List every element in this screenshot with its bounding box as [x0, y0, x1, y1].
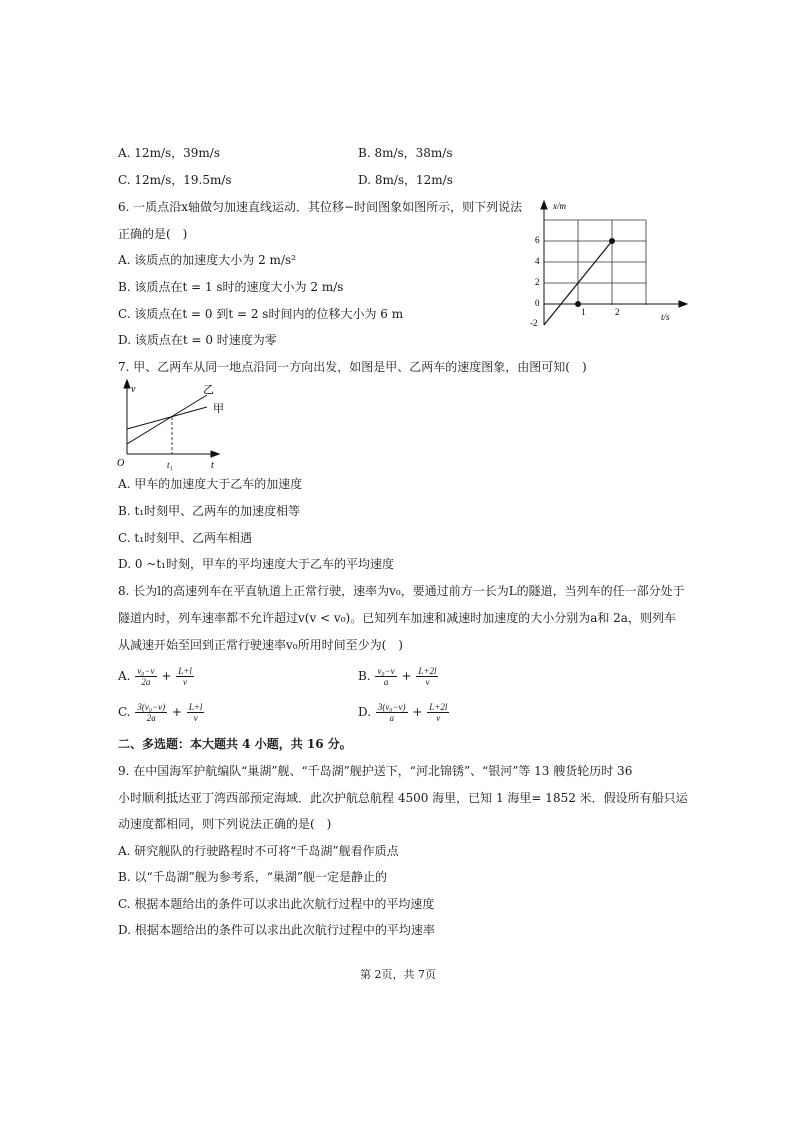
q6-xt-graph [525, 195, 695, 330]
q6-stem-line2: 正确的是( ) [118, 227, 188, 241]
q8-option-d-label: D. [358, 705, 372, 719]
q8-option-a-frac1-num: v₀−v [137, 666, 155, 676]
q7-y-label: v [131, 384, 136, 395]
q8-option-d-frac1-num: 3(v₀−v) [377, 702, 406, 712]
q6-y-axis-label: x/m [553, 201, 566, 211]
q9-option-a: A. 研究舰队的行驶路程时不可将“千岛湖”舰看作质点 [118, 844, 399, 858]
q6-option-b: B. 该质点在t = 1 s时的速度大小为 2 m/s [118, 280, 344, 294]
q6-point-2 [609, 238, 615, 244]
q8-option-c-label: C. [118, 705, 131, 719]
q8-option-c-frac2-den: v [193, 713, 198, 723]
q8-option-b-frac1-num: v₀−v [377, 666, 395, 676]
q8-option-b-plus: + [401, 669, 412, 683]
q8-option-c-frac2 [187, 702, 205, 723]
q6-y-tick-6: 6 [535, 235, 540, 245]
q6-y-tick-neg2: -2 [530, 318, 538, 328]
page-footer: 第 2页，共 7页 [360, 968, 436, 981]
q7-option-a: A. 甲车的加速度大于乙车的加速度 [118, 477, 303, 491]
q8-option-d-plus: + [412, 705, 423, 719]
q7-line-yi [127, 395, 207, 444]
q7-option-c: C. t₁时刻甲、乙两车相遇 [118, 531, 253, 545]
q5-option-c: C. 12m/s，19.5m/s [118, 173, 232, 187]
q8-option-c-plus: + [171, 705, 182, 719]
section-2-heading: 二、多选题：本大题共 4 小题，共 16 分。 [118, 737, 352, 751]
q7-option-d: D. 0 ~t₁时刻，甲车的平均速度大于乙车的平均速度 [118, 557, 394, 571]
q8-option-b-frac1-den: a [383, 677, 389, 687]
q6-x-axis-label: t/s [661, 312, 670, 322]
q9-stem-line2: 小时顺利抵达亚丁湾西部预定海域．此次护航总航程 4500 海里，已知 1 海里= 1852 米．假设所有船只运 [118, 791, 688, 805]
q8-option-a-frac2 [176, 666, 194, 687]
q7-vt-graph [115, 378, 235, 473]
q8-option-d-frac2-num: L+2l [429, 702, 448, 712]
q9-option-c: C. 根据本题给出的条件可以求出此次航行过程中的平均速度 [118, 897, 435, 911]
q7-stem: 7. 甲、乙两车从同一地点沿同一方向出发，如图是甲、乙两车的速度图象，由图可知( ) [118, 360, 587, 374]
q9-stem-line1: 9. 在中国海军护航编队“巢湖”舰、“千岛湖”舰护送下，“河北锦锈”、“银河”等 13 艘货轮历时 36 [118, 764, 633, 778]
q6-stem-line1: 6. 一质点沿x轴做匀加速直线运动．其位移−时间图象如图所示，则下列说法 [118, 200, 523, 214]
q8-option-d [358, 700, 450, 724]
q8-option-b-frac1 [375, 666, 396, 687]
q7-label-jia: 甲 [213, 403, 224, 415]
q8-option-d-frac1 [376, 702, 408, 723]
q5-option-b: B. 8m/s，38m/s [358, 146, 453, 160]
q6-x-tick-2: 2 [615, 307, 620, 317]
q8-option-c-frac1 [135, 702, 167, 723]
q8-option-c [118, 700, 205, 724]
q8-option-d-frac2 [427, 702, 449, 723]
q9-option-b: B. 以“千岛湖”舰为参考系，“巢湖”舰一定是静止的 [118, 870, 387, 884]
q8-option-c-frac1-den: 2a [146, 713, 156, 723]
q8-stem-line1: 8. 长为l的高速列车在平直轨道上正常行驶，速率为v₀，要通过前方一长为L的隧道，当列车的任一部分处于 [118, 584, 685, 598]
q5-option-d: D. 8m/s，12m/s [358, 173, 453, 187]
q8-option-a-label: A. [118, 669, 131, 683]
q8-option-b-frac2-den: v [425, 677, 430, 687]
q7-label-yi: 乙 [203, 384, 214, 396]
q8-option-a-frac1 [135, 666, 156, 687]
q6-option-c: C. 该质点在t = 0 到t = 2 s时间内的位移大小为 6 m [118, 307, 404, 321]
q9-option-d: D. 根据本题给出的条件可以求出此次航行过程中的平均速率 [118, 923, 435, 937]
q9-stem-line3: 动速度都相同，则下列说法正确的是( ) [118, 817, 332, 831]
q6-y-tick-2: 2 [535, 277, 540, 287]
q6-option-d: D. 该质点在t = 0 时速度为零 [118, 333, 277, 347]
q8-option-d-frac1-den: a [389, 713, 394, 723]
q8-stem-line3: 从减速开始至回到正常行驶速率v₀所用时间至少为( ) [118, 638, 403, 652]
q8-option-a-frac2-num: L+l [178, 666, 192, 676]
q6-x-tick-1: 1 [581, 307, 586, 317]
q8-option-c-frac2-num: L+l [188, 702, 203, 712]
q6-y-tick-0: 0 [535, 298, 540, 308]
q8-option-b-frac2-num: L+2l [418, 666, 437, 676]
q8-option-a-frac2-den: v [183, 677, 188, 687]
q7-line-jia [127, 407, 207, 429]
q8-option-a [118, 664, 195, 688]
q7-x-label: t [211, 460, 214, 471]
q6-y-tick-4: 4 [535, 256, 540, 266]
q8-option-a-frac1-den: 2a [141, 677, 151, 687]
q8-option-d-frac2-den: v [436, 713, 441, 723]
q7-t1-label: t₁ [167, 460, 173, 470]
q8-option-b-frac2 [416, 666, 438, 687]
q5-option-a: A. 12m/s，39m/s [118, 146, 220, 160]
q8-option-c-frac1-num: 3(v₀−v) [137, 702, 166, 712]
q8-option-b-label: B. [358, 669, 371, 683]
q8-option-a-plus: + [161, 669, 172, 683]
q6-option-a: A. 该质点的加速度大小为 2 m/s² [118, 253, 296, 267]
q8-option-b [358, 664, 439, 688]
q8-stem-line2: 隧道内时，列车速率都不允许超过v(v < v₀)。已知列车加速和减速时加速度的大小分别为a和 2a，则列车 [118, 611, 676, 625]
q7-origin-label: O [117, 458, 125, 469]
q7-option-b: B. t₁时刻甲、乙两车的加速度相等 [118, 504, 301, 518]
